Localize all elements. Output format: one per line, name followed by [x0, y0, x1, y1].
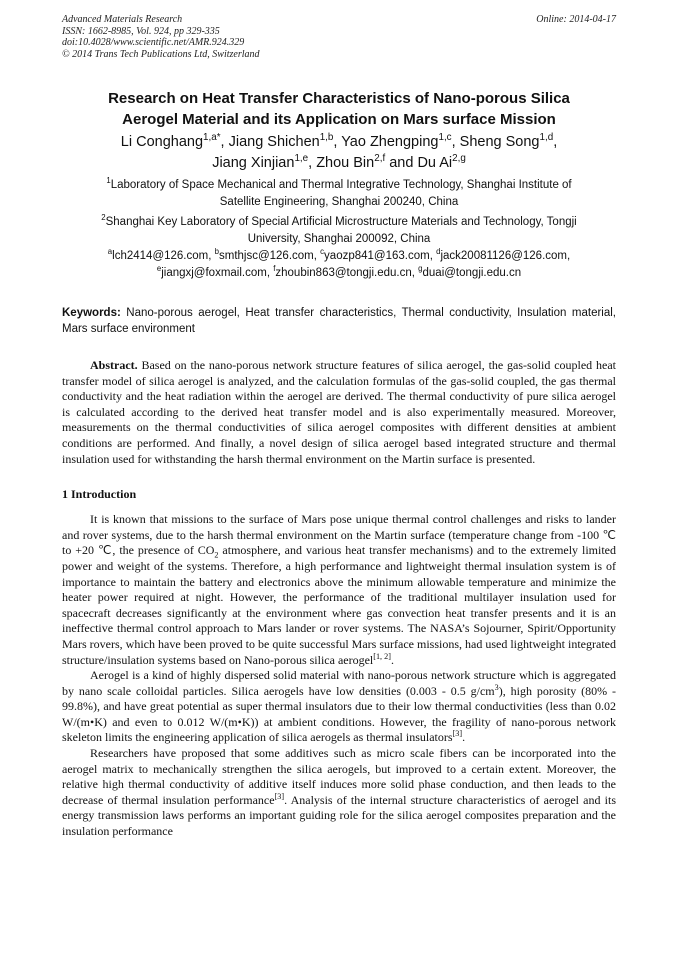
- paragraph-text: It is known that missions to the surface of Mars pose unique thermal control challenges and risks to lander and rover systems, due to the harsh thermal environment on the Martin surface (temperature change from -100 ℃ to +20 ℃, the presence of CO: [62, 512, 616, 558]
- email-address[interactable]: smthjsc@126.com: [218, 250, 314, 262]
- author-affil-mark: 2,g: [452, 153, 466, 165]
- affiliation-mark: 1: [106, 176, 111, 186]
- paragraph-text: Researchers have proposed that some additives such as micro scale fibers can be incorporated into the aerogel matrix to mechanically strengthen the silica aerogels, but improved to a certain extent. Moreover, the relative high thermal conductivity of additive itself induces more solid phase conduction, and then leads to the decrease of thermal insulation performance: [62, 746, 616, 807]
- email-mark: d: [436, 247, 441, 257]
- email-address[interactable]: jiangxj@foxmail.com: [161, 267, 267, 279]
- author-separator: ,: [451, 134, 460, 150]
- author-affil-mark: 1,b: [319, 132, 334, 144]
- author-separator: ,: [553, 134, 558, 150]
- online-date: Online: 2014-04-17: [536, 14, 616, 25]
- affiliation-2: [62, 214, 616, 248]
- author-separator: ,: [333, 134, 342, 150]
- email-mark: g: [418, 264, 423, 274]
- author-affil-mark: 1,a*: [203, 132, 221, 144]
- author-list: [62, 132, 616, 174]
- section-heading: 1 Introduction: [62, 487, 137, 502]
- subscript: 2: [214, 550, 219, 560]
- email-address[interactable]: jack20081126@126.com: [440, 250, 567, 262]
- issn-line: ISSN: 1662-8985, Vol. 924, pp 329-335: [62, 25, 220, 37]
- author-name: Zhou Bin: [316, 155, 375, 171]
- affiliation-mark: 2: [101, 213, 106, 223]
- keywords-text: Nano-porous aerogel, Heat transfer characteristics, Thermal conductivity, Insulation material, Mars surface environment: [62, 307, 616, 335]
- author-affil-mark: 1,d: [539, 132, 554, 144]
- email-address[interactable]: lch2414@126.com: [112, 250, 209, 262]
- affiliation-line: Shanghai Key Laboratory of Special Artificial Microstructure Materials and Technology, Tongji: [105, 216, 577, 228]
- author-and: and: [385, 155, 418, 171]
- author-name: Sheng Song: [459, 134, 540, 150]
- journal-header: [62, 14, 616, 60]
- email-mark: f: [273, 264, 276, 274]
- journal-name: Advanced Materials Research: [62, 14, 183, 25]
- author-separator: ,: [220, 134, 229, 150]
- citation-ref[interactable]: [1, 2]: [373, 651, 391, 661]
- paragraph-text: .: [390, 652, 394, 667]
- doi-line: doi:10.4028/www.scientific.net/AMR.924.329: [62, 37, 245, 48]
- paragraph-text: .: [462, 730, 466, 745]
- citation-ref[interactable]: [3]: [452, 729, 463, 739]
- title-line-1: Research on Heat Transfer Characteristics of Nano-porous Silica: [108, 90, 570, 107]
- author-separator: ,: [308, 155, 317, 171]
- affiliation-line: University, Shanghai 200092, China: [247, 233, 431, 245]
- author-affil-mark: 2,f: [374, 153, 386, 165]
- author-affil-mark: 1,e: [294, 153, 309, 165]
- email-mark: e: [156, 264, 162, 274]
- keywords: [62, 305, 616, 337]
- paragraph-text: . Analysis of the internal structure characteristics of aerogel and its energy transmission laws performs an important guiding role for the silica aerogel composites preparation and the insulation performance: [62, 792, 616, 839]
- email-address[interactable]: duai@tongji.edu.cn: [422, 267, 522, 279]
- author-name: Jiang Xinjian: [212, 155, 295, 171]
- affiliation-1: [62, 177, 616, 211]
- intro-paragraph-3: [62, 746, 616, 840]
- keywords-label: Keywords:: [62, 307, 121, 319]
- title-line-2: Aerogel Material and its Application on Mars surface Mission: [122, 111, 556, 128]
- author-emails: $^a$lch2414@126.com, $^b$smthjsc@126.com, $^c$yaozp841@163.com, $^d$jack20081126@126.com, $^e$jiangxj@foxmail.com, $^f$zhoubin863@tongji.edu.cn, $^g$duai@tongji.edu.cn: [107, 247, 571, 279]
- affiliation-line: Laboratory of Space Mechanical and Thermal Integrative Technology, Shanghai Institute of: [110, 179, 572, 191]
- author-name: Li Conghang: [120, 134, 204, 150]
- paper-title: [62, 88, 616, 130]
- email-address[interactable]: yaozp841@163.com: [324, 250, 430, 262]
- affiliation-line: Satellite Engineering, Shanghai 200240, China: [219, 196, 459, 208]
- abstract-label: Abstract.: [90, 358, 138, 372]
- author-name: Jiang Shichen: [228, 134, 320, 150]
- email-mark: b: [214, 247, 219, 257]
- citation-ref[interactable]: [3]: [274, 791, 285, 801]
- author-name: Yao Zhengping: [341, 134, 439, 150]
- paragraph-text: atmosphere, and various heat transfer mechanisms) and to the extremely limited power and weight of the systems. Therefore, a high performance and lightweight thermal insulation system is of importance to maintain the battery and electronics above the minimum allowable temperature and minimize the heater power required at night. However, the performance of the traditional multilayer insulation used for spacecraft decreases significantly at the environment where gas convection heat transfer presents and it is an ineffective thermal control approach to Mars lander or rover systems. The NASA’s Sojourner, Spirit/Opportunity Mars rovers, which have been proved to be quite successful Mars surface missions, had used lightweight integrated structure/insulation systems based on Nano-porous silica aerogel: [62, 543, 616, 667]
- paragraph-text: ), high porosity (80% - 99.8%), and have great potential as super thermal insulators due to their low thermal conductivities (less than 0.02 W/(m•K) and even to 0.012 W/(m•K)) at ambient conditions. However, the fragility of nano-porous network skeleton limits the engineering application of silica aerogels as thermal insulators: [62, 683, 616, 745]
- superscript: 3: [494, 682, 499, 692]
- email-mark: a: [107, 247, 113, 257]
- email-address[interactable]: zhoubin863@tongji.edu.cn: [275, 267, 412, 279]
- author-name: Du Ai: [417, 155, 453, 171]
- intro-paragraph-2: [62, 668, 616, 746]
- email-mark: c: [320, 247, 325, 257]
- copyright-line: © 2014 Trans Tech Publications Ltd, Switzerland: [62, 48, 260, 60]
- intro-paragraph-1: [62, 512, 616, 668]
- author-affil-mark: 1,c: [438, 132, 452, 144]
- abstract: [62, 358, 616, 467]
- paragraph-text: Aerogel is a kind of highly dispersed solid material with nano-porous network structure which is aggregated by nano scale colloidal particles. Silica aerogels have low densities (0.003 - 0.5 g/cm: [62, 668, 616, 698]
- abstract-text: Based on the nano-porous network structure features of silica aerogel, the gas-solid coupled heat transfer model of silica aerogel is analyzed, and the calculation formulas of the gas-solid coupled, the gas thermal conductivity and the heat radiation within the aerogel are derived. The thermal conductivity of pure silica aerogel is calculated according to the derived heat transfer model and is also experimentally measured. Moreover, measurements on the thermal conductivities of silica aerogel composites with different densities at ambient conditions are performed. And finally, a novel design of silica aerogel based integrated structure and thermal insulation used for withstanding the harsh thermal environment on the Martin surface is presented.: [62, 358, 616, 466]
